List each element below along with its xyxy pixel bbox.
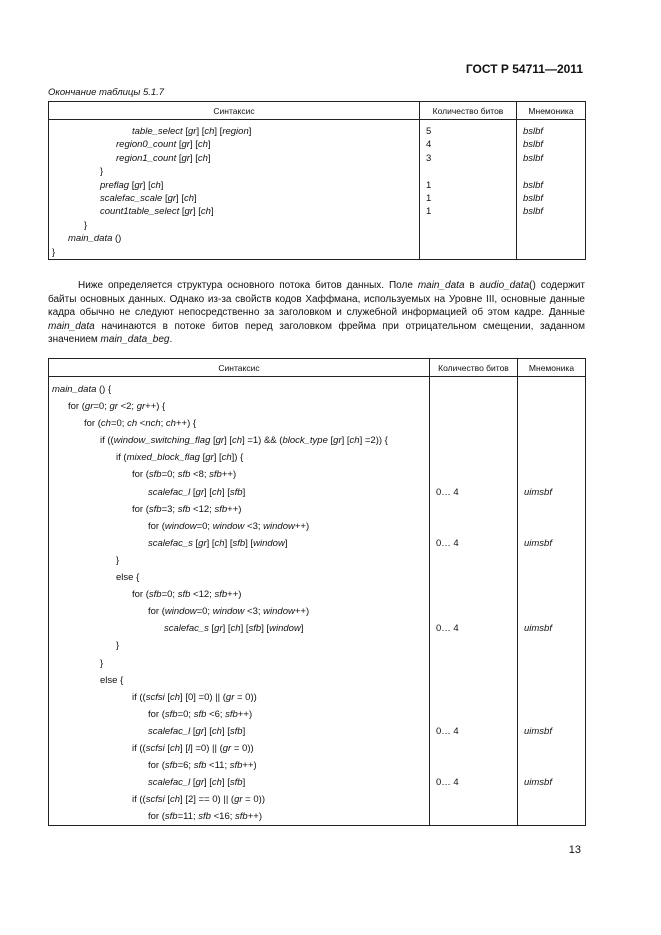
mnemonic-cell: bslbf bbox=[517, 205, 586, 218]
bits-cell bbox=[430, 432, 518, 449]
table-row bbox=[49, 791, 586, 808]
main-data-syntax-table bbox=[48, 358, 586, 826]
table-row bbox=[49, 706, 586, 723]
table-row bbox=[49, 246, 586, 260]
bits-cell bbox=[430, 689, 518, 706]
mnemonic-cell: bslbf bbox=[517, 179, 586, 192]
table-row bbox=[49, 620, 586, 637]
column-header-bits: Количество битов bbox=[430, 359, 518, 377]
syntax-cell: preflag [gr] [ch] bbox=[49, 179, 420, 192]
table-row bbox=[49, 518, 586, 535]
syntax-table-continued bbox=[48, 101, 586, 260]
syntax-cell: count1table_select [gr] [ch] bbox=[49, 205, 420, 218]
table-row bbox=[49, 138, 586, 151]
syntax-cell: if ((scfsi [ch] [0] =0) || (gr = 0)) bbox=[49, 689, 430, 706]
mnemonic-cell bbox=[518, 586, 586, 603]
bits-cell bbox=[430, 672, 518, 689]
syntax-cell: scalefac_l [gr] [ch] [sfb] bbox=[49, 723, 430, 740]
mnemonic-cell: uimsbf bbox=[518, 774, 586, 791]
mnemonic-cell bbox=[518, 689, 586, 706]
table-row bbox=[49, 432, 586, 449]
table-caption: Окончание таблицы 5.1.7 bbox=[48, 87, 165, 98]
bits-cell bbox=[430, 415, 518, 432]
syntax-cell: for (sfb=0; sfb <6; sfb++) bbox=[49, 706, 430, 723]
mnemonic-cell bbox=[518, 672, 586, 689]
bits-cell bbox=[430, 706, 518, 723]
table-row bbox=[49, 179, 586, 192]
bits-cell bbox=[430, 586, 518, 603]
mnemonic-cell bbox=[518, 398, 586, 415]
table-row bbox=[49, 569, 586, 586]
table-row bbox=[49, 219, 586, 232]
table-row bbox=[49, 398, 586, 415]
bits-cell bbox=[420, 219, 517, 232]
bits-cell: 0… 4 bbox=[430, 620, 518, 637]
column-header-mnemonic: Мнемоника bbox=[518, 359, 586, 377]
table-row bbox=[49, 672, 586, 689]
mnemonic-cell: uimsbf bbox=[518, 535, 586, 552]
mnemonic-cell bbox=[517, 219, 586, 232]
syntax-cell: scalefac_scale [gr] [ch] bbox=[49, 192, 420, 205]
syntax-cell: scalefac_s [gr] [ch] [sfb] [window] bbox=[49, 620, 430, 637]
bits-cell bbox=[430, 377, 518, 399]
bits-cell bbox=[420, 232, 517, 245]
syntax-cell: main_data () bbox=[49, 232, 420, 245]
syntax-cell: } bbox=[49, 246, 420, 260]
mnemonic-cell bbox=[517, 232, 586, 245]
bits-cell: 1 bbox=[420, 192, 517, 205]
mnemonic-cell bbox=[518, 637, 586, 654]
bits-cell bbox=[430, 466, 518, 483]
bits-cell bbox=[430, 791, 518, 808]
syntax-cell: if ((scfsi [ch] [2] == 0) || (gr = 0)) bbox=[49, 791, 430, 808]
mnemonic-cell bbox=[518, 449, 586, 466]
bits-cell bbox=[430, 552, 518, 569]
column-header-mnemonic: Мнемоника bbox=[517, 102, 586, 120]
table-row bbox=[49, 689, 586, 706]
bits-cell bbox=[420, 246, 517, 260]
mnemonic-cell bbox=[518, 791, 586, 808]
mnemonic-cell bbox=[517, 246, 586, 260]
table-row bbox=[49, 723, 586, 740]
column-header-bits: Количество битов bbox=[420, 102, 517, 120]
table-row bbox=[49, 415, 586, 432]
bits-cell bbox=[430, 449, 518, 466]
syntax-cell: for (sfb=0; sfb <8; sfb++) bbox=[49, 466, 430, 483]
bits-cell bbox=[430, 808, 518, 826]
bits-cell: 3 bbox=[420, 152, 517, 165]
table-row bbox=[49, 808, 586, 826]
mnemonic-cell bbox=[518, 706, 586, 723]
syntax-cell: region1_count [gr] [ch] bbox=[49, 152, 420, 165]
mnemonic-cell: uimsbf bbox=[518, 620, 586, 637]
bits-cell: 1 bbox=[420, 179, 517, 192]
syntax-cell: for (window=0; window <3; window++) bbox=[49, 603, 430, 620]
mnemonic-cell bbox=[518, 518, 586, 535]
mnemonic-cell bbox=[518, 655, 586, 672]
mnemonic-cell bbox=[518, 415, 586, 432]
syntax-cell: main_data () { bbox=[49, 377, 430, 399]
table-row bbox=[49, 484, 586, 501]
bits-cell: 0… 4 bbox=[430, 484, 518, 501]
bits-cell bbox=[430, 655, 518, 672]
bits-cell bbox=[430, 398, 518, 415]
table-row bbox=[49, 603, 586, 620]
table-row bbox=[49, 120, 586, 139]
syntax-cell: scalefac_l [gr] [ch] [sfb] bbox=[49, 484, 430, 501]
table-row bbox=[49, 757, 586, 774]
mnemonic-cell bbox=[518, 377, 586, 399]
mnemonic-cell: uimsbf bbox=[518, 484, 586, 501]
table-row bbox=[49, 552, 586, 569]
table-row bbox=[49, 535, 586, 552]
mnemonic-cell bbox=[518, 808, 586, 826]
syntax-cell: for (ch=0; ch <nch; ch++) { bbox=[49, 415, 430, 432]
bits-cell bbox=[430, 603, 518, 620]
syntax-cell: } bbox=[49, 165, 420, 178]
syntax-cell: scalefac_s [gr] [ch] [sfb] [window] bbox=[49, 535, 430, 552]
mnemonic-cell: bslbf bbox=[517, 192, 586, 205]
table-row bbox=[49, 377, 586, 399]
table-row bbox=[49, 232, 586, 245]
bits-cell: 0… 4 bbox=[430, 774, 518, 791]
syntax-cell: else { bbox=[49, 672, 430, 689]
table-row bbox=[49, 192, 586, 205]
syntax-cell: else { bbox=[49, 569, 430, 586]
bits-cell: 4 bbox=[420, 138, 517, 151]
table-row bbox=[49, 501, 586, 518]
table-row bbox=[49, 152, 586, 165]
standard-header: ГОСТ Р 54711—2011 bbox=[465, 62, 583, 76]
bits-cell bbox=[430, 757, 518, 774]
bits-cell: 0… 4 bbox=[430, 535, 518, 552]
mnemonic-cell: bslbf bbox=[517, 138, 586, 151]
table-row bbox=[49, 637, 586, 654]
mnemonic-cell bbox=[518, 501, 586, 518]
syntax-cell: for (window=0; window <3; window++) bbox=[49, 518, 430, 535]
syntax-cell: table_select [gr] [ch] [region] bbox=[49, 120, 420, 139]
table-row bbox=[49, 655, 586, 672]
syntax-cell: for (gr=0; gr <2; gr++) { bbox=[49, 398, 430, 415]
mnemonic-cell: bslbf bbox=[517, 120, 586, 139]
syntax-cell: for (sfb=11; sfb <16; sfb++) bbox=[49, 808, 430, 826]
syntax-cell: for (sfb=0; sfb <12; sfb++) bbox=[49, 586, 430, 603]
syntax-cell: for (sfb=6; sfb <11; sfb++) bbox=[49, 757, 430, 774]
mnemonic-cell bbox=[518, 432, 586, 449]
table-row bbox=[49, 466, 586, 483]
mnemonic-cell bbox=[518, 757, 586, 774]
syntax-cell: } bbox=[49, 552, 430, 569]
syntax-cell: region0_count [gr] [ch] bbox=[49, 138, 420, 151]
bits-cell bbox=[430, 518, 518, 535]
page-number: 13 bbox=[568, 844, 581, 856]
table-row bbox=[49, 449, 586, 466]
mnemonic-cell: uimsbf bbox=[518, 723, 586, 740]
column-header-syntax: Синтаксис bbox=[49, 359, 430, 377]
table-row bbox=[49, 774, 586, 791]
table-row bbox=[49, 740, 586, 757]
bits-cell bbox=[420, 165, 517, 178]
mnemonic-cell bbox=[518, 740, 586, 757]
table-row bbox=[49, 586, 586, 603]
syntax-cell: if ((scfsi [ch] [l] =0) || (gr = 0)) bbox=[49, 740, 430, 757]
syntax-cell: if (mixed_block_flag [gr] [ch]) { bbox=[49, 449, 430, 466]
table-row bbox=[49, 165, 586, 178]
mnemonic-cell bbox=[517, 165, 586, 178]
syntax-cell: for (sfb=3; sfb <12; sfb++) bbox=[49, 501, 430, 518]
bits-cell bbox=[430, 637, 518, 654]
description-paragraph: Ниже определяется структура основного потока битов данных. Поле main_data в audio_data() содержит байты основных данных. Однако из-за свойств кодов Хаффмана, используемых на Уровне III, основные данные кадра обычно не следуют непосредственно за заголовком и служебной информацией об этом кадре. Данные main_data начинаются в потоке битов перед заголовком фрейма при отрицательном смещении, заданном значением main_data_beg. bbox=[48, 280, 585, 346]
bits-cell bbox=[430, 740, 518, 757]
syntax-cell: } bbox=[49, 655, 430, 672]
syntax-cell: if ((window_switching_flag [gr] [ch] =1) && (block_type [gr] [ch] =2)) { bbox=[49, 432, 430, 449]
mnemonic-cell bbox=[518, 466, 586, 483]
mnemonic-cell: bslbf bbox=[517, 152, 586, 165]
syntax-cell: scalefac_l [gr] [ch] [sfb] bbox=[49, 774, 430, 791]
bits-cell bbox=[430, 501, 518, 518]
bits-cell: 5 bbox=[420, 120, 517, 139]
bits-cell: 0… 4 bbox=[430, 723, 518, 740]
syntax-cell: } bbox=[49, 219, 420, 232]
mnemonic-cell bbox=[518, 552, 586, 569]
column-header-syntax: Синтаксис bbox=[49, 102, 420, 120]
mnemonic-cell bbox=[518, 569, 586, 586]
syntax-cell: } bbox=[49, 637, 430, 654]
bits-cell: 1 bbox=[420, 205, 517, 218]
mnemonic-cell bbox=[518, 603, 586, 620]
table-row bbox=[49, 205, 586, 218]
bits-cell bbox=[430, 569, 518, 586]
